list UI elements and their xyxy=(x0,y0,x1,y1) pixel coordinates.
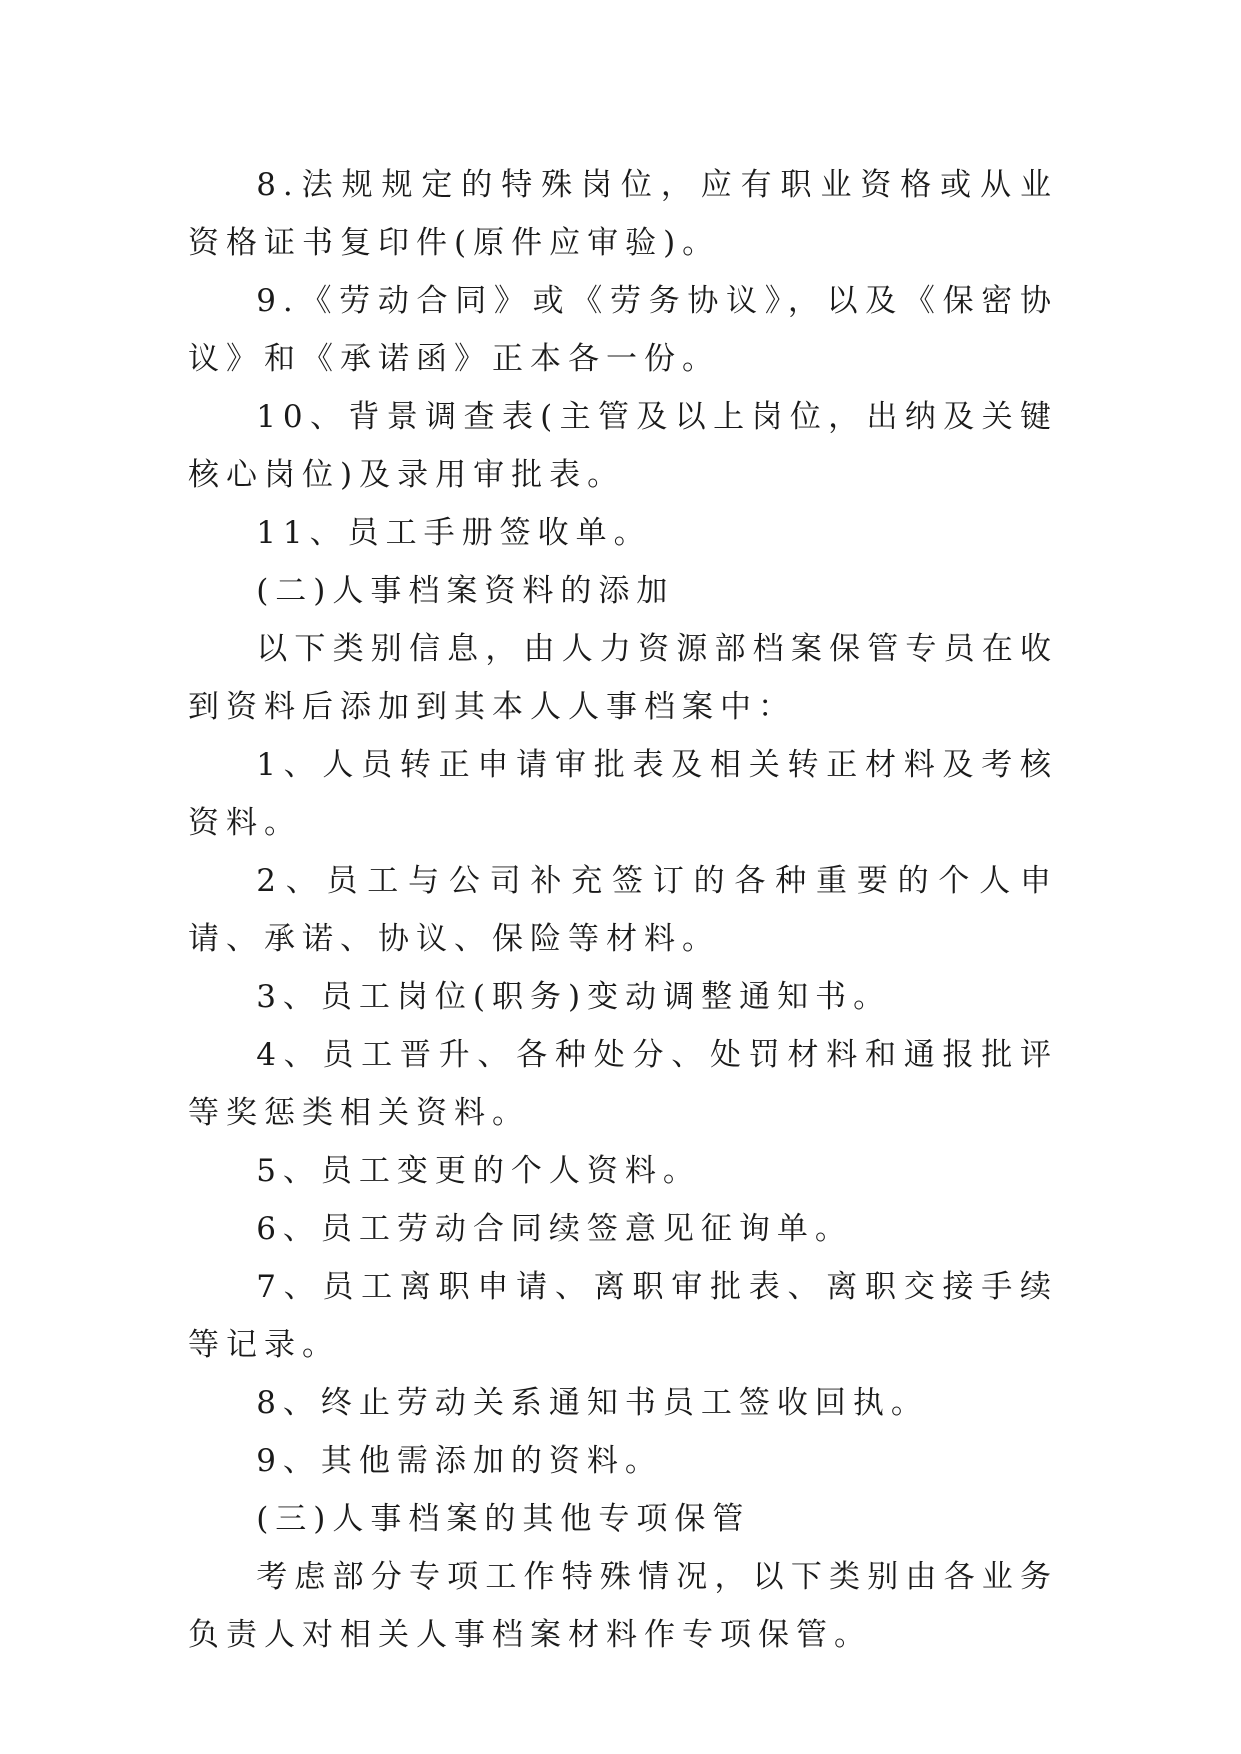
list-item-7: 7、员工离职申请、离职审批表、离职交接手续等记录。 xyxy=(188,1269,1058,1363)
list-item-2: 2、员工与公司补充签订的各种重要的个人申请、承诺、协议、保险等材料。 xyxy=(188,863,1058,957)
list-item-1: 1、人员转正申请审批表及相关转正材料及考核资料。 xyxy=(188,747,1058,841)
list-item-4: 4、员工晋升、各种处分、处罚材料和通报批评等奖惩类相关资料。 xyxy=(188,1037,1058,1131)
section-heading-3: (三)人事档案的其他专项保管 xyxy=(256,1501,751,1537)
list-item-9: 9、其他需添加的资料。 xyxy=(256,1443,663,1479)
paragraph-item-9-contracts: 9.《劳动合同》或《劳务协议》，以及《保密协议》和《承诺函》正本各一份。 xyxy=(188,283,1058,377)
list-item-6: 6、员工劳动合同续签意见征询单。 xyxy=(256,1211,853,1247)
paragraph-item-10-background-check: 10、背景调查表(主管及以上岗位，出纳及关键核心岗位)及录用审批表。 xyxy=(188,399,1058,493)
list-item-8: 8、终止劳动关系通知书员工签收回执。 xyxy=(256,1385,929,1421)
section-2-intro: 以下类别信息，由人力资源部档案保管专员在收到资料后添加到其本人人事档案中： xyxy=(188,631,1058,725)
document-body xyxy=(188,156,1058,1664)
paragraph-item-8-special-positions: 8.法规规定的特殊岗位，应有职业资格或从业资格证书复印件(原件应审验)。 xyxy=(188,167,1058,261)
paragraph-item-11-handbook-receipt: 11、员工手册签收单。 xyxy=(256,515,652,551)
section-3-intro: 考虑部分专项工作特殊情况，以下类别由各业务负责人对相关人事档案材料作专项保管。 xyxy=(188,1559,1058,1653)
list-item-3: 3、员工岗位(职务)变动调整通知书。 xyxy=(256,979,892,1015)
list-item-5: 5、员工变更的个人资料。 xyxy=(256,1153,701,1189)
section-heading-2: (二)人事档案资料的添加 xyxy=(256,573,675,609)
